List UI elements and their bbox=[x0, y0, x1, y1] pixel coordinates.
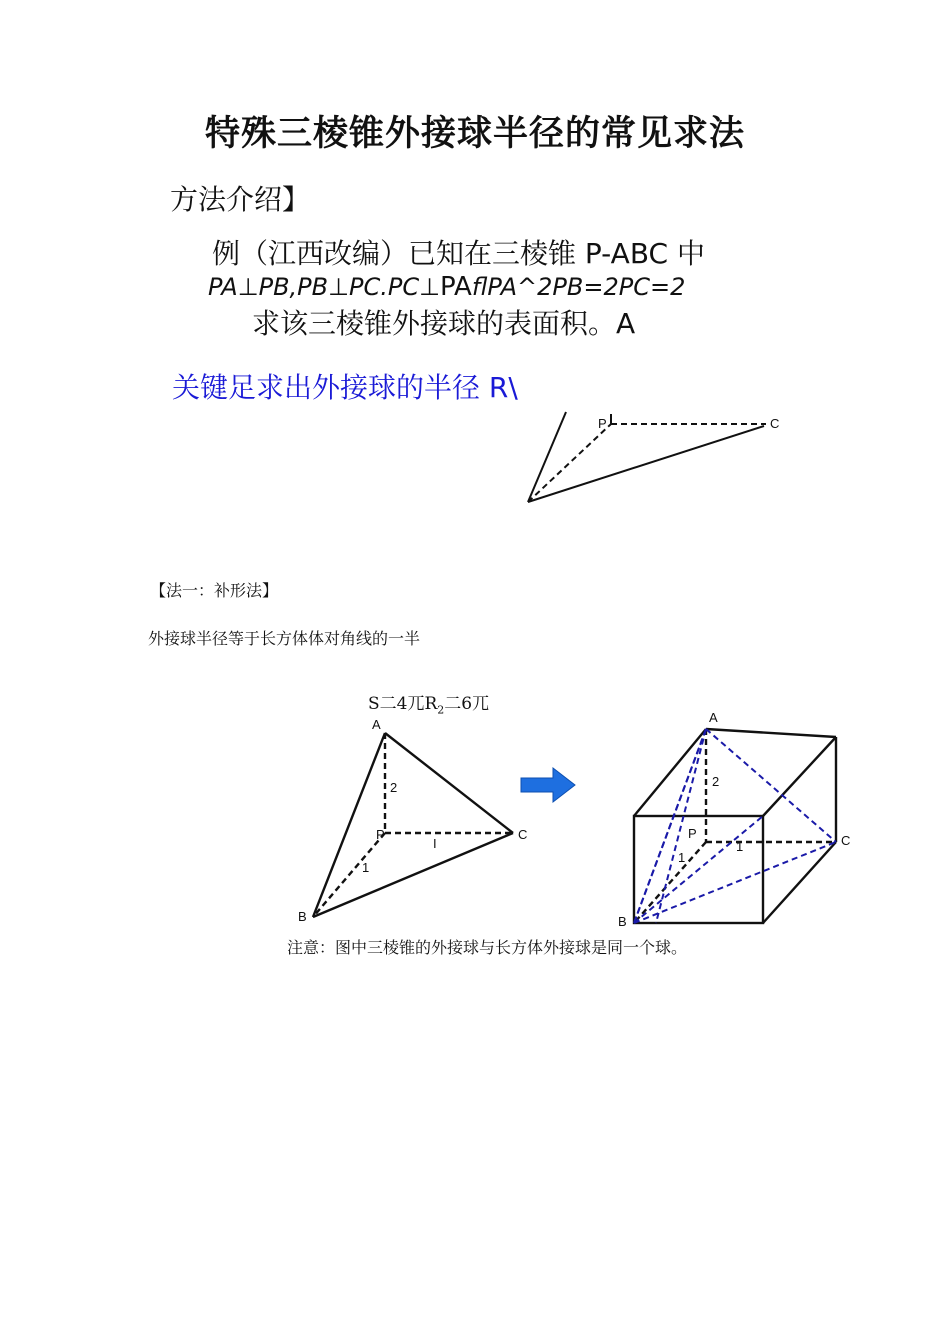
top-solid-edge-1 bbox=[528, 412, 566, 502]
label-p: P bbox=[376, 827, 385, 842]
example-line-3: 求该三棱锥外接球的表面积。A bbox=[252, 307, 636, 340]
tetrahedron-figure bbox=[313, 733, 513, 917]
formula-rest: 二6兀 bbox=[444, 694, 490, 714]
top-tetrahedron-figure bbox=[528, 412, 766, 502]
box-edge-top-right bbox=[763, 737, 836, 816]
right-arrow-icon bbox=[521, 768, 575, 802]
page-title: 特殊三棱锥外接球半径的常见求法 bbox=[204, 114, 745, 154]
formula-sub: 2 bbox=[437, 703, 445, 717]
label-edge-pa: 2 bbox=[390, 780, 398, 795]
box-label-p: P bbox=[688, 826, 697, 841]
box-dashed-pb bbox=[634, 842, 706, 923]
method1-explanation: 外接球半径等于长方体体对角线的一半 bbox=[148, 629, 421, 648]
key-point: 关键足求出外接球的半径 R\ bbox=[172, 371, 518, 404]
formula-s: S二4兀R bbox=[368, 694, 438, 714]
label-b: B bbox=[298, 909, 307, 924]
box-label-edge-pc: 1 bbox=[736, 839, 744, 854]
method1-note: 注意：图中三棱锥的外接球与长方体外接球是同一个球。 bbox=[287, 938, 688, 957]
edge-ac bbox=[385, 733, 513, 833]
box-label-c: C bbox=[841, 833, 851, 848]
label-edge-pb: 1 bbox=[362, 860, 370, 875]
box-edge-bottom-right bbox=[763, 842, 836, 923]
example-line-1: 例（江西改编）已知在三棱锥 P-ABC 中 bbox=[212, 237, 705, 270]
edge-bc bbox=[313, 833, 513, 917]
box-label-a: A bbox=[709, 710, 718, 725]
cuboid-diagonals bbox=[634, 729, 836, 923]
method1-heading: 【法一：补形法】 bbox=[150, 581, 279, 600]
condition-text: PA⊥PB,PB⊥PC.PC⊥ bbox=[208, 273, 441, 301]
label-edge-pc: I bbox=[433, 836, 437, 851]
top-label-p: P bbox=[598, 416, 607, 431]
box-edge-top-back bbox=[706, 729, 836, 737]
top-label-c: C bbox=[770, 416, 780, 431]
box-label-edge-pa: 2 bbox=[712, 774, 720, 789]
box-label-edge-pb: 1 bbox=[678, 850, 686, 865]
diag-ac bbox=[706, 729, 836, 842]
edge-ab bbox=[313, 733, 385, 917]
condition-tail: flPA^2PB=2PC=2 bbox=[471, 273, 686, 301]
diag-bc bbox=[634, 842, 836, 923]
edge-pb bbox=[313, 833, 385, 917]
top-dashed-pb bbox=[528, 424, 611, 502]
top-solid-edge-2 bbox=[528, 426, 764, 502]
condition-pa: PA bbox=[440, 272, 472, 302]
label-a: A bbox=[372, 717, 381, 732]
label-c: C bbox=[518, 827, 528, 842]
box-label-b: B bbox=[618, 914, 627, 929]
intro-heading: 方法介绍】 bbox=[170, 183, 311, 216]
